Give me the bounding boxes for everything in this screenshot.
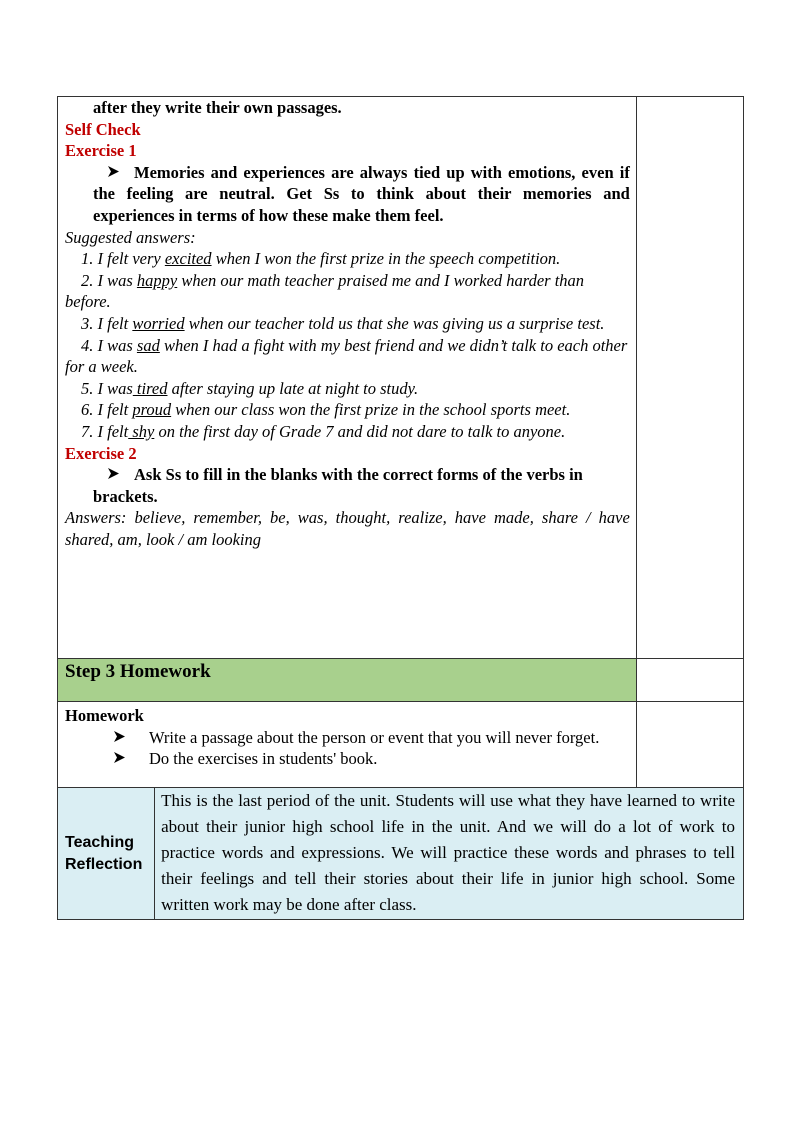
arrowhead-bullet-icon (93, 162, 134, 184)
exercise2-heading: Exercise 2 (65, 443, 137, 463)
homework-heading: Homework (65, 706, 144, 725)
lesson-plan-table (57, 96, 744, 920)
homework-cell (58, 702, 637, 788)
arrowhead-bullet-icon (93, 464, 134, 486)
answer-word: tired (132, 378, 168, 398)
reflection-label-line2: Reflection (65, 855, 143, 873)
answer-word: happy (136, 270, 178, 290)
answer-item (65, 378, 630, 400)
answer-item (65, 270, 630, 313)
answer-suffix: on the first day of Grade 7 and did not dare to talk to anyone. (154, 421, 566, 441)
answer-suffix: when our math teacher praised me and I worked harder than before. (65, 270, 585, 312)
exercise2-instruction-text: Ask Ss to fill in the blanks with the correct forms of the verbs in brackets. (93, 465, 583, 506)
exercise2-instruction (65, 464, 630, 507)
answer-suffix: when I had a fight with my best friend and we didn’t talk to each other for a week. (65, 335, 628, 377)
answer-word: excited (164, 249, 212, 269)
answer-suffix: when our teacher told us that she was giving us a surprise test. (184, 313, 605, 333)
answer-prefix: 5. I was (81, 378, 133, 398)
lesson-plan-page (57, 96, 744, 920)
exercise1-heading: Exercise 1 (65, 141, 137, 161)
self-check-cell (58, 97, 637, 659)
arrowhead-bullet-icon (93, 748, 149, 770)
answer-prefix: 3. I felt (81, 313, 133, 333)
side-notes-cell (636, 702, 743, 788)
answer-item (65, 399, 630, 421)
answer-prefix: 1. I felt very (81, 249, 165, 269)
answer-item (65, 248, 630, 270)
answer-item (65, 335, 630, 378)
step3-row (58, 659, 744, 702)
self-check-row (58, 97, 744, 659)
continuation-text: after they write their own passages. (93, 98, 342, 117)
homework-item-text: Do the exercises in students' book. (149, 749, 378, 769)
reflection-label (58, 788, 155, 920)
homework-row (58, 702, 744, 788)
answer-prefix: 6. I felt (81, 400, 133, 420)
homework-item (65, 748, 630, 770)
answer-item (65, 313, 630, 335)
reflection-label-line1: Teaching (65, 833, 135, 851)
answer-word: sad (136, 335, 160, 355)
answer-suffix: when I won the first prize in the speech competition. (211, 249, 561, 269)
arrowhead-bullet-icon (93, 727, 149, 749)
side-notes-cell (636, 97, 743, 659)
answer-prefix: 7. I felt (81, 421, 129, 441)
exercise2-answers: Answers: believe, remember, be, was, thought, realize, have made, share / have shared, am, look / am looking (65, 508, 630, 549)
reflection-text: This is the last period of the unit. Students will use what they have learned to write about their junior high school life in the unit. And we will do a lot of work to practice words and expressions. We will practice these words and phrases to tell their feelings and tell their stories about their life in junior high school. Some written work may be done after class. (155, 788, 744, 920)
homework-item (65, 727, 630, 749)
reflection-row (58, 788, 744, 920)
answer-prefix: 4. I was (81, 335, 137, 355)
answer-item (65, 421, 630, 443)
answer-suffix: when our class won the first prize in the school sports meet. (171, 400, 571, 420)
exercise1-instruction-text: Memories and experiences are always tied up with emotions, even if the feeling are neutral. Get Ss to think about their memories and experiences in terms of how these make them feel. (93, 162, 630, 225)
self-check-heading: Self Check (65, 119, 141, 139)
exercise1-instruction (65, 162, 630, 227)
answer-prefix: 2. I was (81, 270, 137, 290)
answer-word: proud (132, 400, 172, 420)
side-notes-cell (636, 659, 743, 702)
suggested-answers-label: Suggested answers: (65, 227, 196, 247)
answer-word: shy (128, 421, 155, 441)
step3-title: Step 3 Homework (58, 659, 637, 702)
answer-word: worried (132, 313, 185, 333)
answer-suffix: after staying up late at night to study. (167, 378, 419, 398)
homework-item-text: Write a passage about the person or event that you will never forget. (149, 727, 600, 747)
